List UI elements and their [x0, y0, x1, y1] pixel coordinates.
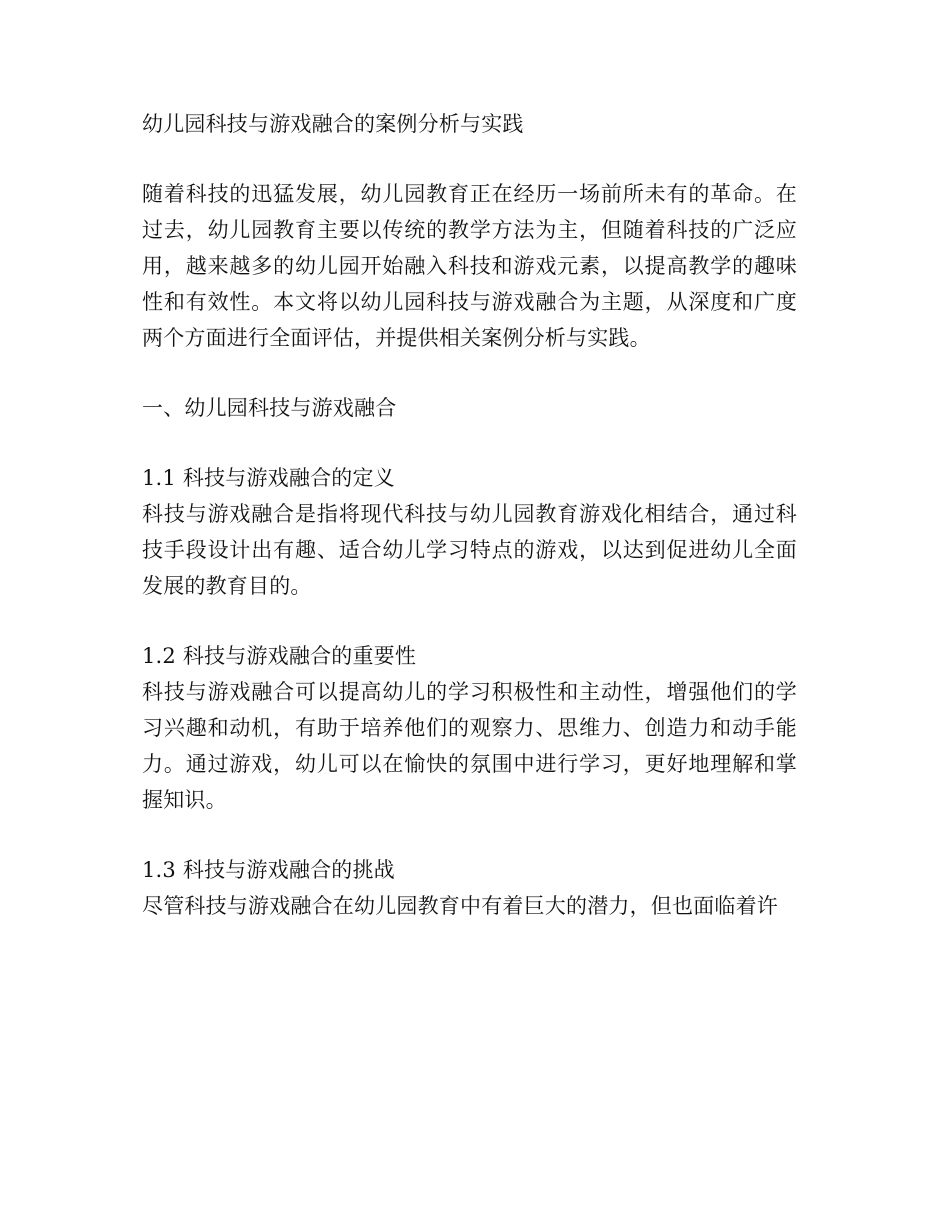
subsection-heading: 1.1 科技与游戏融合的定义: [142, 466, 395, 490]
intro-paragraph: 随着科技的迅猛发展，幼儿园教育正在经历一场前所未有的革命。在过去，幼儿园教育主要以传统的教学方法为主，但随着科技的广泛应用，越来越多的幼儿园开始融入科技和游戏元素，以提高教学的趣味性和有效性。本文将以幼儿园科技与游戏融合为主题，从深度和广度两个方面进行全面评估，并提供相关案例分析与实践。: [142, 182, 797, 350]
section-heading: 一、幼儿园科技与游戏融合: [142, 396, 397, 420]
subsection-challenges: [142, 852, 797, 924]
subsection-heading: 1.3 科技与游戏融合的挑战: [142, 858, 395, 882]
subsection-importance: [142, 638, 797, 818]
document-title: 幼儿园科技与游戏融合的案例分析与实践: [142, 112, 524, 136]
subsection-body: 尽管科技与游戏融合在幼儿园教育中有着巨大的潜力，但也面临着许: [142, 894, 778, 918]
subsection-body: 科技与游戏融合是指将现代科技与幼儿园教育游戏化相结合，通过科技手段设计出有趣、适合幼儿学习特点的游戏，以达到促进幼儿全面发展的教育目的。: [142, 502, 797, 598]
subsection-definition: [142, 460, 797, 604]
document-content: [142, 106, 797, 958]
subsection-body: 科技与游戏融合可以提高幼儿的学习积极性和主动性，增强他们的学习兴趣和动机，有助于培养他们的观察力、思维力、创造力和动手能力。通过游戏，幼儿可以在愉快的氛围中进行学习，更好地理解和掌握知识。: [142, 680, 797, 812]
subsection-heading: 1.2 科技与游戏融合的重要性: [142, 644, 417, 668]
